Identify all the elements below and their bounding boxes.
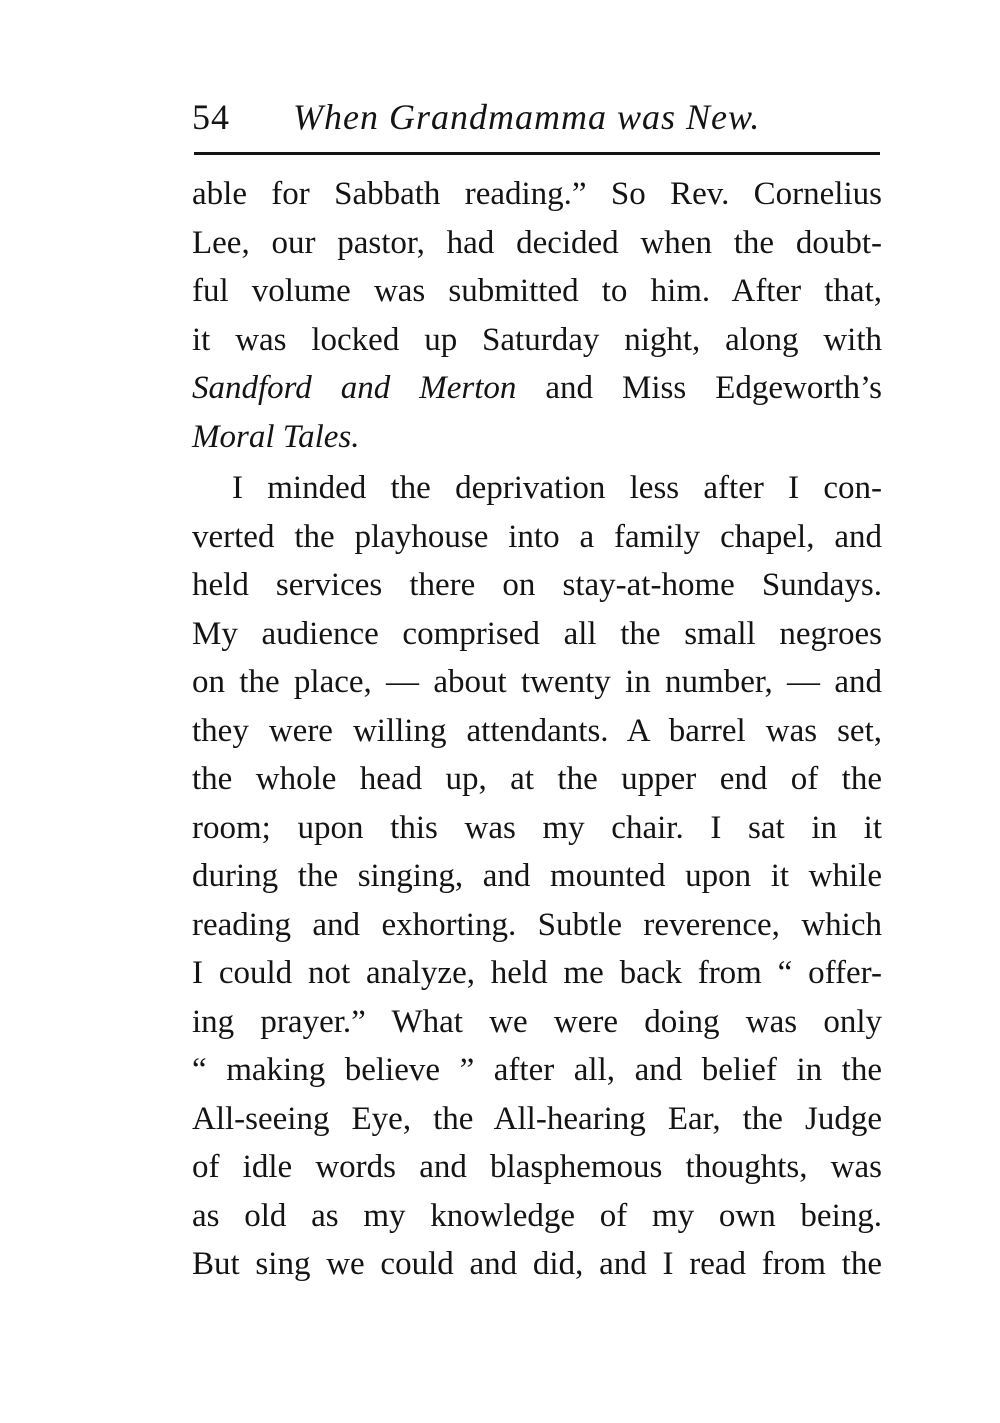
text-line: But sing we could and did, and I read from the <box>192 1246 882 1282</box>
header-rule <box>194 152 880 155</box>
text-line: room; upon this was my chair. I sat in it <box>192 809 882 846</box>
text-line: “ making believe ” after all, and belief in the <box>192 1052 882 1088</box>
book-title-italic: Sandford and Merton <box>192 370 517 406</box>
text-line: on the place, — about twenty in number, — and <box>192 664 882 700</box>
text-line: they were willing attendants. A barrel was set, <box>192 712 882 749</box>
running-head <box>192 92 882 142</box>
text-segment: and Miss Edgeworth’s <box>516 370 882 406</box>
text-line: held services there on stay-at-home Sundays. <box>192 567 882 603</box>
text-line: of idle words and blasphemous thoughts, was <box>192 1149 882 1185</box>
body-text <box>192 170 882 1289</box>
text-line: verted the playhouse into a family chapel, and <box>192 518 882 555</box>
text-line: during the singing, and mounted upon it while <box>192 858 882 894</box>
text-line <box>192 364 882 413</box>
text-line: My audience comprised all the small negroes <box>192 615 882 652</box>
text-line: it was locked up Saturday night, along with <box>192 321 882 358</box>
text-line: as old as my knowledge of my own being. <box>192 1197 882 1234</box>
text-line: ing prayer.” What we were doing was only <box>192 1003 882 1040</box>
text-line: the whole head up, at the upper end of the <box>192 761 882 797</box>
text-line: ful volume was submitted to him. After that, <box>192 273 882 309</box>
text-line: able for Sabbath reading.” So Rev. Cornelius <box>192 176 882 212</box>
text-line: I could not analyze, held me back from “ offer- <box>192 955 882 991</box>
text-line: Lee, our pastor, had decided when the doubt- <box>192 224 882 261</box>
text-line: All-seeing Eye, the All-hearing Ear, the Judge <box>192 1100 882 1137</box>
text-line: I minded the deprivation less after I con- <box>232 470 882 506</box>
text-line <box>192 413 882 462</box>
page-number: 54 <box>192 97 230 137</box>
book-title-italic: Moral Tales. <box>192 418 360 455</box>
text-line: reading and exhorting. Subtle reverence, which <box>192 906 882 943</box>
running-title: When Grandmamma was New. <box>293 97 761 137</box>
